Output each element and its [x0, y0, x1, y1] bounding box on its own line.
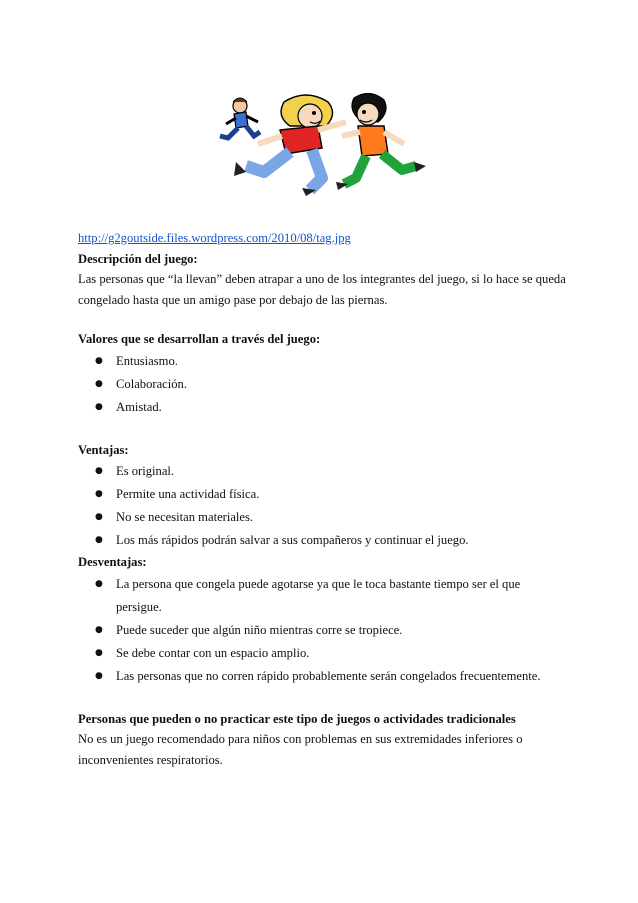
bullet-icon: ● [95, 489, 103, 499]
blonde-girl-figure [234, 95, 346, 196]
list-item: ● No se necesitan materiales. [78, 506, 568, 529]
values-list [78, 350, 568, 419]
list-item: ● Colaboración. [78, 373, 568, 396]
list-item: ● Las personas que no corren rápido probablemente serán congelados frecuentemente. [78, 665, 568, 688]
bullet-icon: ● [95, 512, 103, 522]
small-boy-figure [220, 98, 260, 138]
description-heading: Descripción del juego: [78, 251, 198, 266]
list-item: ● Los más rápidos podrán salvar a sus compañeros y continuar el juego. [78, 529, 568, 552]
bullet-icon: ● [95, 355, 103, 366]
bullet-icon: ● [95, 466, 103, 476]
who-can-practice-heading: Personas que pueden o no practicar este tipo de juegos o actividades tradicionales [78, 711, 516, 726]
disadvantages-heading: Desventajas: [78, 555, 147, 569]
bullet-icon: ● [95, 624, 103, 635]
list-item: ● Permite una actividad física. [78, 483, 568, 506]
image-source-link[interactable]: http://g2goutside.files.wordpress.com/2010/08/tag.jpg [78, 231, 351, 245]
list-item: ● Se debe contar con un espacio amplio. [78, 642, 568, 665]
description-text: Las personas que “la llevan” deben atrapar a uno de los integrantes del juego, si lo hace se queda congelado hasta que un amigo pase por debajo de las piernas. [78, 272, 566, 307]
children-running-illustration [206, 92, 438, 196]
bullet-icon: ● [95, 670, 103, 681]
dark-haired-boy-figure [336, 93, 426, 190]
bullet-icon: ● [95, 535, 103, 545]
values-heading: Valores que se desarrollan a través del juego: [78, 332, 321, 346]
bullet-icon: ● [95, 378, 103, 389]
bullet-icon: ● [95, 647, 103, 658]
bullet-icon: ● [95, 578, 103, 589]
list-item: ● Entusiasmo. [78, 350, 568, 373]
advantages-heading: Ventajas: [78, 442, 129, 457]
list-item: ● La persona que congela puede agotarse ya que le toca bastante tiempo ser el que persigue. [78, 573, 568, 619]
list-item: ● Amistad. [78, 396, 568, 419]
advantages-list [78, 460, 568, 552]
disadvantages-list [78, 573, 568, 688]
who-can-practice-text: No es un juego recomendado para niños con problemas en sus extremidades inferiores o inconvenientes respiratorios. [78, 732, 523, 767]
document-body [78, 228, 568, 770]
list-item: ● Es original. [78, 460, 568, 483]
bullet-icon: ● [95, 401, 103, 412]
list-item: ● Puede suceder que algún niño mientras corre se tropiece. [78, 619, 568, 642]
